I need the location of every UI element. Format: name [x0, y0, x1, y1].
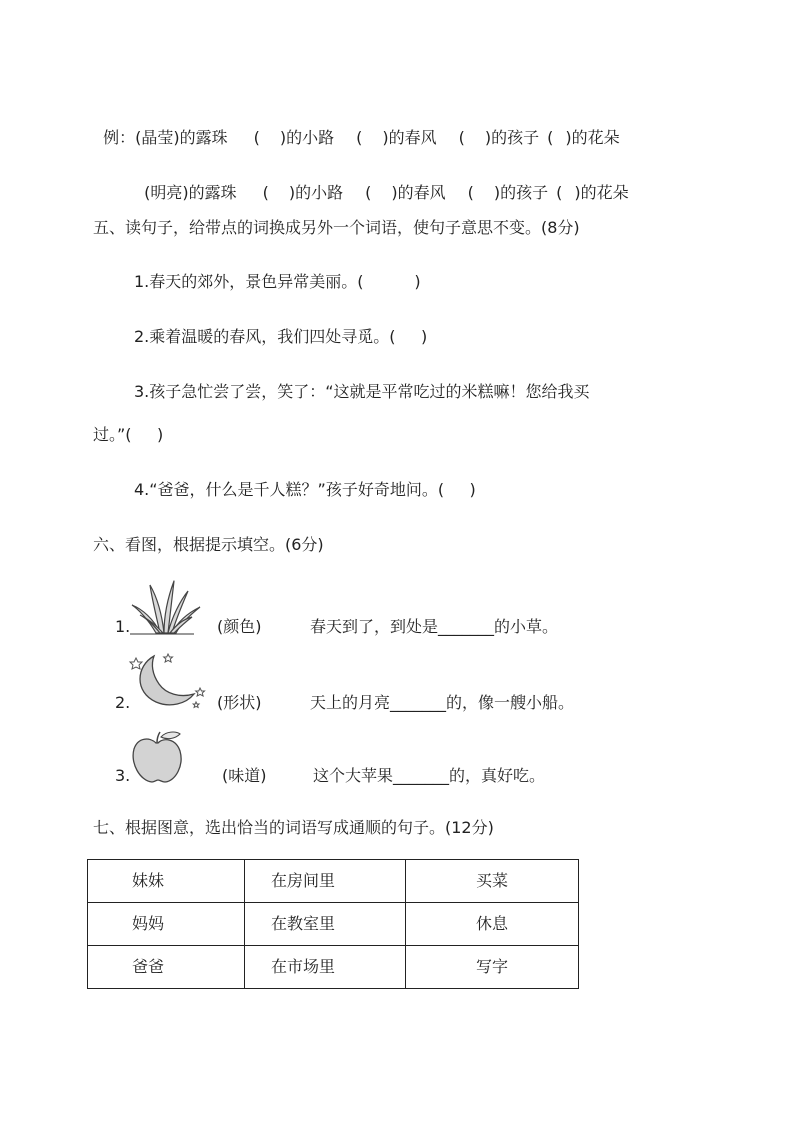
phrase-given: (明亮)的露珠: [144, 183, 237, 202]
section-5-item-3-line-1: 3.孩子急忙尝了尝，笑了：“这就是平常吃过的米糕嘛！您给我买: [134, 382, 590, 401]
table-row: [88, 946, 579, 989]
table-cell: 休息: [406, 903, 579, 946]
phrase-row-2: (明亮)的露珠 ( )的小路 ( )的春风 ( )的孩子 ( )的花朵: [144, 183, 629, 202]
section-5-item-2: 2.乘着温暖的春风，我们四处寻觅。( ): [134, 327, 428, 346]
table-cell: 写字: [406, 946, 579, 989]
picture-item-2-number: 2.: [115, 693, 131, 712]
section-5-item-3-line-2: 过。”( ): [93, 425, 164, 444]
table-cell: 妈妈: [88, 903, 245, 946]
table-row: [88, 903, 579, 946]
section-5-item-4: 4.“爸爸，什么是千人糕？”孩子好奇地问。( ): [134, 480, 476, 499]
picture-item-1-number: 1.: [115, 617, 131, 636]
picture-item-1-hint: (颜色): [217, 617, 262, 636]
phrase-row-1: 例：(晶莹)的露珠 ( )的小路 ( )的春风 ( )的孩子 ( )的花朵: [103, 128, 620, 147]
section-6-heading: 六、看图，根据提示填空。(6分): [93, 535, 324, 554]
word-table: [87, 859, 579, 989]
table-cell: 买菜: [406, 860, 579, 903]
moon-icon: [126, 652, 210, 710]
picture-item-3-sentence: 这个大苹果_______的，真好吃。: [313, 766, 546, 785]
table-cell: 爸爸: [88, 946, 245, 989]
phrase-example: 例：(晶莹)的露珠: [103, 128, 228, 147]
section-5-item-1: 1.春天的郊外，景色异常美丽。( ): [134, 272, 421, 291]
apple-icon: [130, 729, 186, 785]
picture-item-3-number: 3.: [115, 766, 131, 785]
grass-icon: [130, 579, 204, 635]
picture-item-2-hint: (形状): [217, 693, 262, 712]
table-cell: 在房间里: [245, 860, 406, 903]
table-cell: 在教室里: [245, 903, 406, 946]
picture-item-1-sentence: 春天到了，到处是_______的小草。: [310, 617, 559, 636]
section-7-heading: 七、根据图意，选出恰当的词语写成通顺的句子。(12分): [93, 818, 494, 837]
table-row: [88, 860, 579, 903]
picture-item-3-hint: (味道): [222, 766, 267, 785]
table-cell: 妹妹: [88, 860, 245, 903]
section-5-heading: 五、读句子，给带点的词换成另外一个词语，使句子意思不变。(8分): [93, 218, 580, 237]
picture-item-2-sentence: 天上的月亮_______的，像一艘小船。: [310, 693, 575, 712]
table-cell: 在市场里: [245, 946, 406, 989]
